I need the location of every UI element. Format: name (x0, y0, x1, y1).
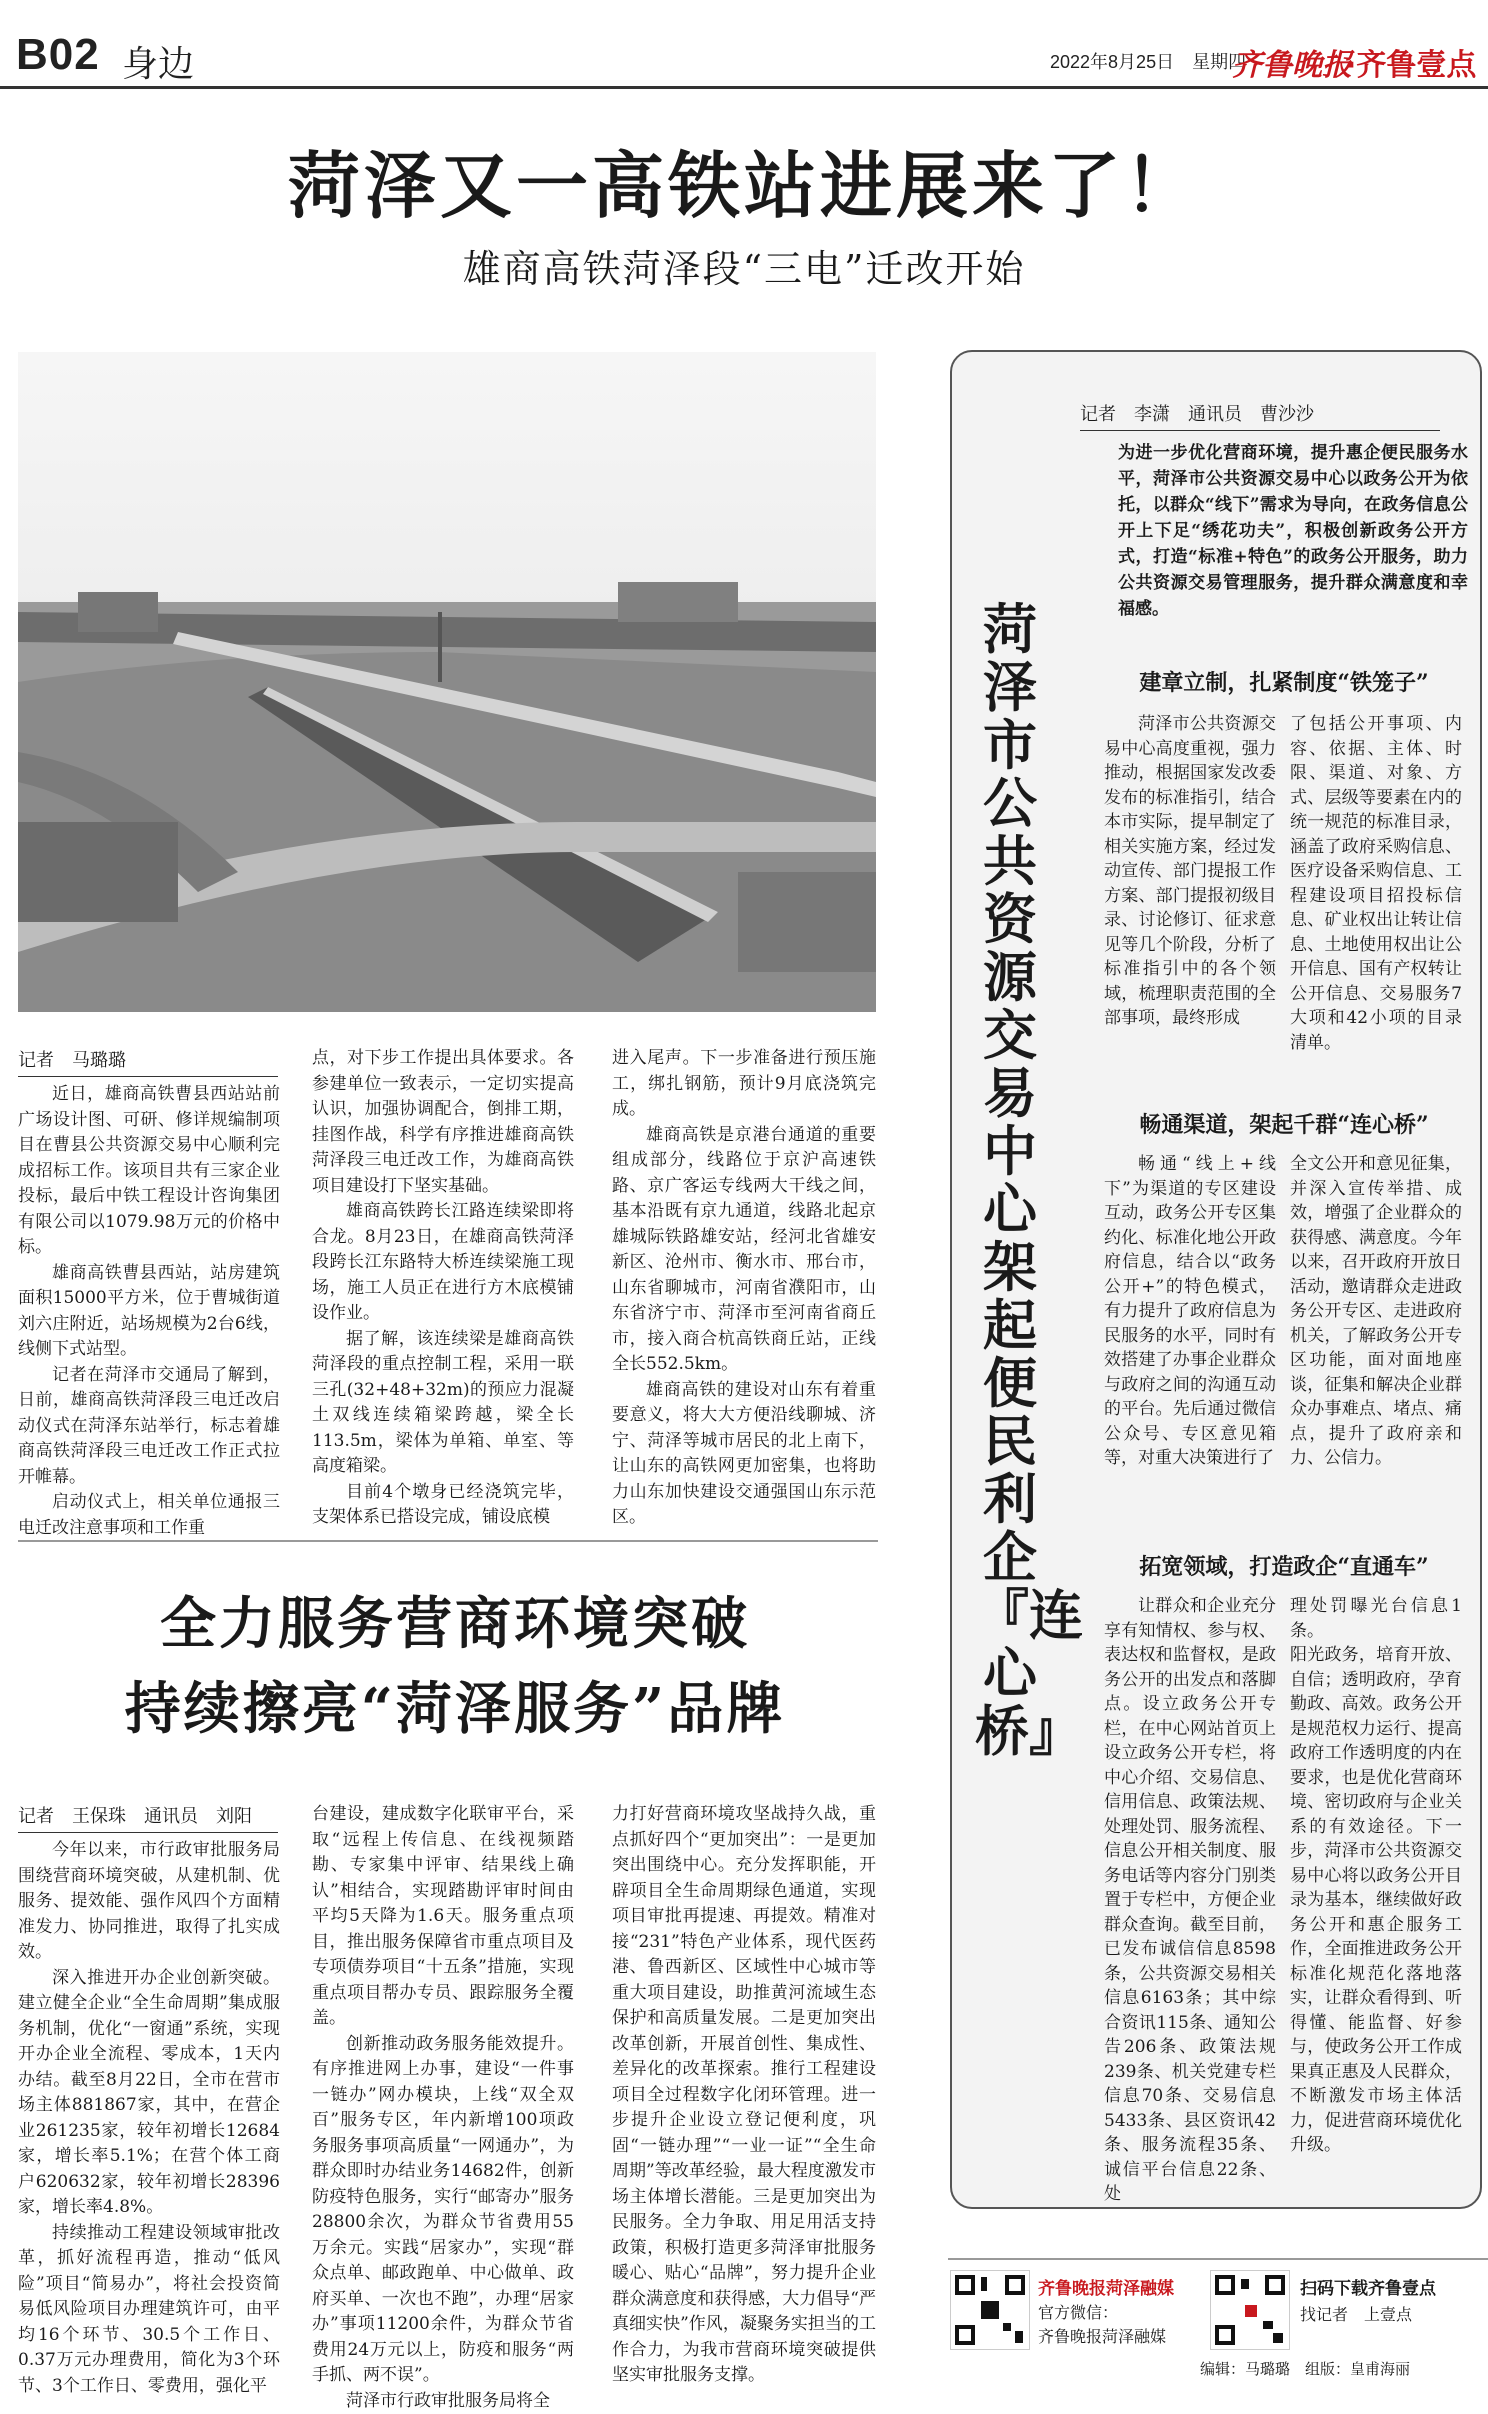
article2-byline: 记者 王保珠 通讯员 刘阳 (18, 1802, 278, 1833)
section-name: 身边 (122, 36, 194, 87)
footer-credits: 编辑：马璐璐 组版：皇甫海丽 (1200, 2358, 1410, 2379)
footer-left-sub2: 齐鲁晚报菏泽融媒 (1038, 2324, 1166, 2347)
paragraph: 雄商高铁是京港台通道的重要组成部分，线路位于京沪高速铁路、京广客运专线两大干线之间，基本沿既有京九通道，线路北起京雄城际铁路雄安站，经河北省雄安新区、沧州市、衡水市、邢台市，山东省聊城市，河南省濮阳市，山东省济宁市、菏泽市至河南省商丘市，接入商合杭高铁商丘站，正线全长552.5km。 (612, 1123, 876, 1378)
paragraph: 今年以来，市行政审批服务局围绕营商环境突破，从建机制、优服务、提效能、强作风四个方面精准发力、协同推进，取得了扎实成效。 (18, 1838, 280, 1966)
paragraph: 让群众和企业充分享有知情权、参与权、表达权和监督权，是政务公开的出发点和落脚点。设立政务公开专栏，在中心网站首页上设立政务公开专栏，将中心介绍、交易信息、信用信息、政策法规、处理处罚、服务流程、信息公开相关制度、服务电话等内容分门别类置于专栏中，方便企业群众查询。截至目前，已发布诚信信息8598条，公共资源交易相关信息6163条；其中综合资讯115条、通知公告206条、政策法规239条、机关党建专栏信息70条、交易信息5433条、县区资讯42条、服务流程35条、诚信平台信息22条、处 (1104, 1594, 1276, 2207)
paragraph: 持续推动工程建设领域审批改革，抓好流程再造，推动“低风险”项目“简易办”，将社会投资简易低风险项目办理建筑许可，由平均16个环节、30.5个工作日、0.37万元办理费用，简化为3个环节、3个工作日、零费用，强化平 (18, 2221, 280, 2400)
article2-column-1 (18, 1838, 280, 2390)
article1-subheadline: 雄商高铁菏泽段“三电”迁改开始 (0, 238, 1488, 293)
paragraph: 据了解，该连续梁是雄商高铁菏泽段的重点控制工程，采用一联三孔(32+48+32m)的预应力混凝土双线连续箱梁跨越，梁全长113.5m，梁体为单箱、单室、等高度箱梁。 (312, 1327, 574, 1480)
article3-byline: 记者 李潇 通讯员 曹沙沙 (1080, 400, 1440, 431)
article1-byline: 记者 马璐璐 (18, 1046, 278, 1077)
article-divider (18, 1540, 878, 1542)
footer-left-title: 齐鲁晚报菏泽融媒 (1038, 2274, 1174, 2299)
paragraph: 了包括公开事项、内容、依据、主体、时限、渠道、对象、方式、层级等要素在内的统一规范的标准目录，涵盖了政府采购信息、医疗设备采购信息、工程建设项目招投标信息、矿业权出让转让信息、土地使用权出让公开信息、国有产权转让公开信息、交易服务7大项和42小项的目录清单。 (1290, 712, 1462, 1055)
paragraph: 雄商高铁跨长江路连续梁即将合龙。8月23日，在雄商高铁菏泽段跨长江东路特大桥连续梁施工现场，施工人员正在进行方木底模铺设作业。 (312, 1199, 574, 1327)
article2-headline-line1: 全力服务营商环境突破 (0, 1580, 910, 1660)
article3-section-heading: 拓宽领域，打造政企“直通车” (1104, 1550, 1464, 1581)
article3-section2-col1 (1104, 1152, 1276, 1492)
footer-divider (948, 2258, 1488, 2260)
paragraph: 理处罚曝光台信息1条。 阳光政务，培育开放、自信；透明政府，孕育勤政、高效。政务公开是规范权力运行、提高政府工作透明度的内在要求，也是优化营商环境、密切政府与企业关系的有效途径。下一步，菏泽市公共资源交易中心将以政务公开目录为基本，继续做好政务公开和惠企服务工作，全面推进政务公开标准化规范化落地落实，让群众看得到、听得懂、能监督、好参与，使政务公开工作成果真正惠及人民群众，不断激发市场主体活力，促进营商环境优化升级。 (1290, 1594, 1462, 2158)
article3-section2-col2 (1290, 1152, 1462, 1492)
article3-section-heading: 畅通渠道，架起千群“连心桥” (1104, 1108, 1464, 1139)
article1-column-2 (312, 1046, 574, 1522)
paragraph: 台建设，建成数字化联审平台，采取“远程上传信息、在线视频踏勘、专家集中评审、结果线上确认”相结合，实现踏勘评审时间由平均5天降为1.6天。服务重点项目，推出服务保障省市重点项目及专项债券项目“十五条”措施，实现重点项目帮办专员、跟踪服务全覆盖。 (312, 1802, 574, 2032)
article1-column-1 (18, 1082, 280, 1522)
article1-column-3 (612, 1046, 876, 1522)
paragraph: 雄商高铁曹县西站，站房建筑面积15000平方米，位于曹城街道刘六庄附近，站场规模为2台6线，线侧下式站型。 (18, 1261, 280, 1363)
article3-section3-col1 (1104, 1594, 1276, 2194)
paragraph: 深入推进开办企业创新突破。建立健全企业“全生命周期”集成服务机制，优化“一窗通”系统，实现开办企业全流程、零成本，1天内办结。截至8月22日，全市在营市场主体881867家，其中，在营企业261235家，较年初增长12684家，增长率5.1%；在营个体工商户620632家，较年初增长28396家，增长率4.8%。 (18, 1966, 280, 2221)
paragraph: 启动仪式上，相关单位通报三电迁改注意事项和工作重 (18, 1490, 280, 1541)
paragraph: 力打好营商环境攻坚战持久战，重点抓好四个“更加突出”：一是更加突出围绕中心。充分发挥职能，开辟项目全生命周期绿色通道，实现项目审批再提速、再提效。精准对接“231”特色产业体系，现代医药港、鲁西新区、区域性中心城市等重大项目建设，助推黄河流域生态保护和高质量发展。二是更加突出改革创新，开展首创性、集成性、差异化的改革探索。推行工程建设项目全过程数字化闭环管理。进一步提升企业设立登记便利度，巩固“一链办理”“一业一证”“全生命周期”等改革经验，最大程度激发市场主体增长潜能。三是更加突出为民服务。全力争取、用足用活支持政策，积极打造更多菏泽审批服务暖心、贴心“品牌”，努力提升企业群众满意度和获得感，大力倡导“严真细实快”作风，凝聚务实担当的工作合力，为我市营商环境突破提供坚实审批服务支撑。 (612, 1802, 876, 2389)
paragraph: 菏泽市公共资源交易中心高度重视，强力推动，根据国家发改委发布的标准指引，结合本市实际，提早制定了相关实施方案，经过发动宣传、部门提报工作方案、部门提报初级目录、讨论修订、征求意见等几个阶段，分析了标准指引中的各个领域，梳理职责范围的全部事项，最终形成 (1104, 712, 1276, 1031)
brand-logo-secondary: ·齐鲁壹点 (1345, 40, 1476, 84)
article2-column-2 (312, 1802, 574, 2390)
article3-section-heading: 建章立制，扎紧制度“铁笼子” (1104, 666, 1464, 697)
article1-headline: 菏泽又一高铁站进展来了！ (0, 128, 1488, 232)
paragraph: 进入尾声。下一步准备进行预压施工，绑扎钢筋，预计9月底浇筑完成。 (612, 1046, 876, 1123)
article3-section1-col2 (1290, 712, 1462, 1052)
paragraph: 雄商高铁的建设对山东有着重要意义，将大大方便沿线聊城、济宁、菏泽等城市居民的北上南下，让山东的高铁网更加密集，也将助力山东加快建设交通强国山东示范区。 (612, 1378, 876, 1531)
article2-column-3 (612, 1802, 876, 2390)
page-number: B02 (16, 30, 100, 80)
paragraph: 目前4个墩身已经浇筑完毕，支架体系已搭设完成，铺设底模 (312, 1480, 574, 1531)
paragraph: 点，对下步工作提出具体要求。各参建单位一致表示，一定切实提高认识，加强协调配合，倒排工期，挂图作战，科学有序推进雄商高铁菏泽段三电迁改工作，为雄商高铁项目建设打下坚实基础。 (312, 1046, 574, 1199)
article3-section3-col2 (1290, 1594, 1462, 2194)
footer-right-title: 扫码下载齐鲁壹点 (1300, 2274, 1436, 2299)
issue-date: 2022年8月25日 星期四 (1050, 48, 1246, 74)
footer-right-sub: 找记者 上壹点 (1300, 2302, 1412, 2325)
article3-section1-col1 (1104, 712, 1276, 1052)
article2-headline-line2: 持续擦亮“菏泽服务”品牌 (0, 1665, 910, 1745)
paragraph: 菏泽市行政审批服务局将全 (312, 2389, 574, 2414)
paragraph: 记者在菏泽市交通局了解到，日前，雄商高铁菏泽段三电迁改启动仪式在菏泽东站举行，标志着雄商高铁菏泽段三电迁改工作正式拉开帷幕。 (18, 1363, 280, 1491)
brand-logo-primary: 齐鲁晚报 (1232, 40, 1352, 84)
footer-left-sub1: 官方微信： (1038, 2300, 1118, 2323)
paragraph: 畅通“线上+线下”为渠道的专区建设互动，政务公开专区集约化、标准化地公开政府信息，结合以“政务公开+”的特色模式，有力提升了政府信息为民服务的水平，同时有效搭建了办事企业群众与政府之间的沟通互动的平台。先后通过微信公众号、专区意见箱等，对重大决策进行了 (1104, 1152, 1276, 1471)
paragraph: 创新推动政务服务能效提升。有序推进网上办事，建设“一件事一链办”网办模块，上线“双全双百”服务专区，年内新增100项政务服务事项高质量“一网通办”，为群众即时办结业务14682件，创新防疫特色服务，实行“邮寄办”服务28800余次，为群众节省费用55万余元。实践“居家办”，实现“群众点单、邮政跑单、中心做单、政府买单、一次也不跑”，办理“居家办”事项11200余件，为群众节省费用24万元以上，防疫和服务“两手抓、两不误”。 (312, 2032, 574, 2389)
railway-construction-photo (18, 352, 876, 1012)
app-download-qr-code[interactable] (1210, 2270, 1290, 2350)
article3-vertical-title: 菏泽市公共资源交易中心架起便民利企『连心桥』 (975, 600, 1045, 1760)
paragraph: 全文公开和意见征集，并深入宣传举措、成效，增强了企业群众的获得感、满意度。今年以来，召开政府开放日活动，邀请群众走进政务公开专区、走进政府机关，了解政务公开专区功能，面对面地座谈，征集和解决企业群众办事难点、堵点、痛点，提升了政府亲和力、公信力。 (1290, 1152, 1462, 1471)
paragraph: 近日，雄商高铁曹县西站站前广场设计图、可研、修详规编制项目在曹县公共资源交易中心顺利完成招标工作。该项目共有三家企业投标，最后中铁工程设计咨询集团有限公司以1079.98万元的价格中标。 (18, 1082, 280, 1261)
article3-intro: 为进一步优化营商环境，提升惠企便民服务水平，菏泽市公共资源交易中心以政务公开为依托，以群众“线下”需求为导向，在政务信息公开上下足“绣花功夫”，积极创新政务公开方式，打造“标准+特色”的政务公开服务，助力公共资源交易管理服务，提升群众满意度和幸福感。 (1118, 440, 1468, 622)
wechat-qr-code[interactable] (950, 2270, 1030, 2350)
